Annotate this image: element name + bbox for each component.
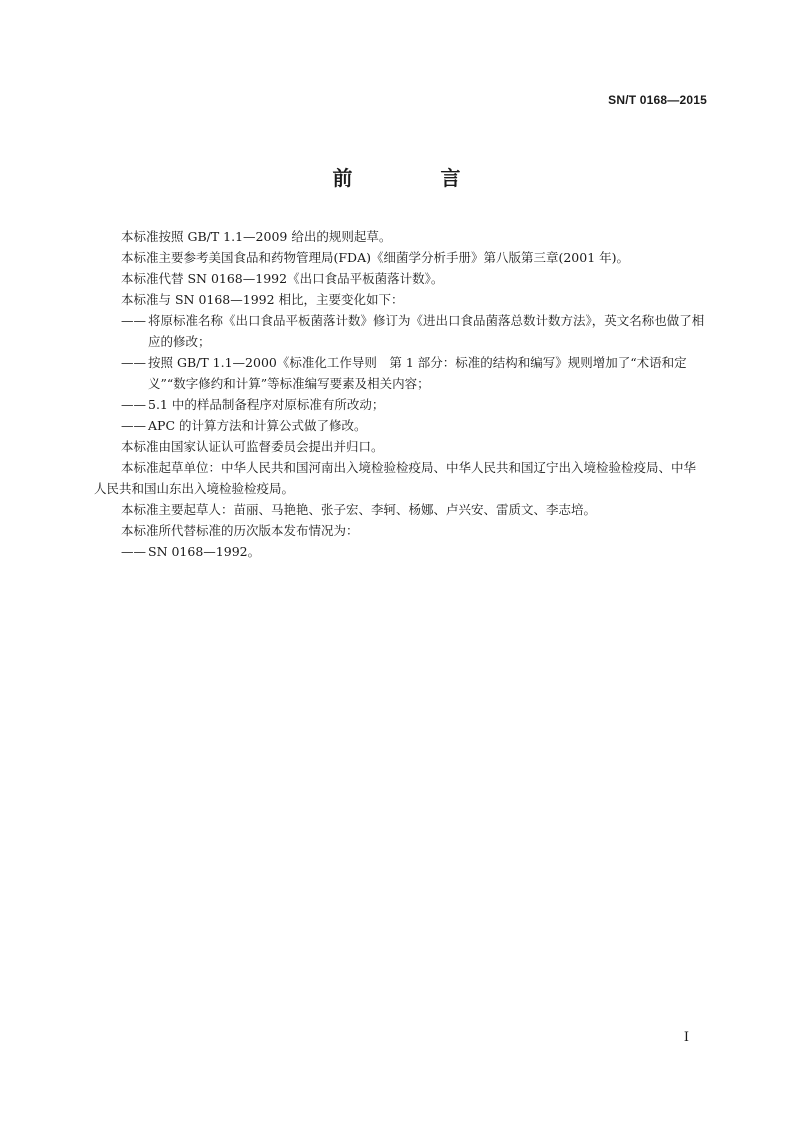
foreword-body [94,226,707,562]
list-item-text: APC 的计算方法和计算公式做了修改。 [148,418,367,433]
page-title: 前 言 [332,166,495,190]
page-number: I [683,1030,689,1045]
paragraph-drafting-rules: 本标准按照 GB/T 1.1—2009 给出的规则起草。 [121,229,392,244]
paragraph-reference: 本标准主要参考美国食品和药物管理局(FDA)《细菌学分析手册》第八版第三章(2001 年)。 [121,250,630,265]
paragraph-proposer: 本标准由国家认证认可监督委员会提出并归口。 [121,439,384,454]
paragraph-replaces: 本标准代替 SN 0168—1992《出口食品平板菌落计数》。 [121,271,444,286]
list-item-text: 将原标准名称《出口食品平板菌落计数》修订为《进出口食品菌落总数计数方法》，英文名称也做了相应的修改； [148,313,705,349]
paragraph-version-history: 本标准所代替标准的历次版本发布情况为： [121,523,359,538]
list-item [94,394,707,415]
list-item-text: SN 0168—1992。 [148,544,261,559]
list-item [94,310,707,352]
dash-marker: —— [121,397,146,412]
dash-marker: —— [121,313,146,328]
dash-marker: —— [121,418,146,433]
dash-marker: —— [121,544,146,559]
dash-marker: —— [121,355,146,370]
list-item-text: 5.1 中的样品制备程序对原标准有所改动； [148,397,385,412]
list-item-text: 按照 GB/T 1.1—2000《标准化工作导则 第 1 部分：标准的结构和编写》规则增加了“术语和定义”“数字修约和计算”等标准编写要素及相关内容； [148,355,687,391]
list-item [94,541,707,562]
standard-code: SN/T 0168—2015 [608,93,707,107]
paragraph-drafting-units: 本标准起草单位：中华人民共和国河南出入境检验检疫局、中华人民共和国辽宁出入境检验检疫局、中华人民共和国山东出入境检验检疫局。 [94,460,697,496]
paragraph-drafters: 本标准主要起草人：苗丽、马艳艳、张子宏、李轲、杨娜、卢兴安、雷质文、李志培。 [121,502,597,517]
list-item [94,352,707,394]
list-item [94,415,707,436]
paragraph-changes-intro: 本标准与 SN 0168—1992 相比，主要变化如下： [121,292,404,307]
